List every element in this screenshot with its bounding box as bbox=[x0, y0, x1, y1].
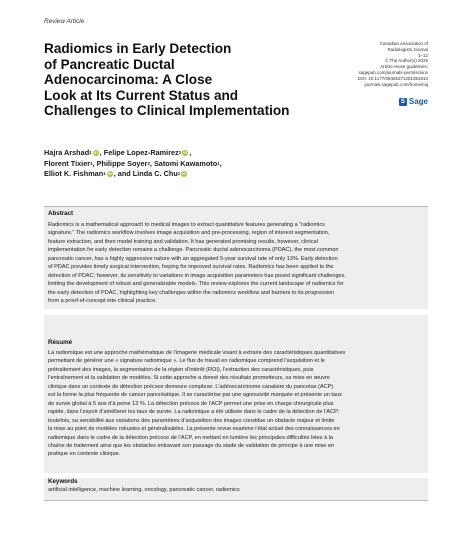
author-name: Hajra Arshad bbox=[44, 148, 90, 157]
keywords-text bbox=[48, 486, 240, 494]
author-name: Linda C. Chu bbox=[132, 169, 178, 179]
resume-line: La radiomique est une approche mathématique de l’imagerie médicale visant à extraire des caractéristiques quantitatives bbox=[48, 350, 346, 356]
abstract-line: from a proof-of-concept into clinical practice. bbox=[48, 298, 157, 305]
copyright: © The Author(s) 2025 bbox=[384, 58, 428, 64]
sage-logo-mark: S bbox=[400, 98, 405, 105]
resume-line: de survie global à 5 ans d’à peine 13 %. La détection précoce de l’ACP permet une prise en charge chirurgicale plus bbox=[48, 400, 334, 407]
affiliation-sup: 1 bbox=[177, 171, 181, 177]
author-separator: , bbox=[219, 158, 222, 168]
title-line: of Pancreatic Ductal bbox=[44, 56, 175, 72]
resume-text bbox=[48, 349, 345, 459]
author-name: Satomi Kawamoto bbox=[153, 158, 218, 168]
title-line: Adenocarcinoma: A Close bbox=[44, 72, 213, 88]
paper-title bbox=[44, 41, 292, 119]
author-separator: , bbox=[189, 148, 192, 157]
author-line bbox=[44, 159, 222, 170]
affiliation-sup: 1 bbox=[178, 150, 182, 155]
author-list bbox=[44, 148, 222, 180]
resume-line: permettant de générer une « signature radiomique ». Le flux de travail en radiomique comprend l’acquisition et le bbox=[48, 358, 325, 365]
affiliation-sup: 1 bbox=[103, 171, 106, 177]
resume-line: rapide, dans l’espoir d’améliorer les taux de survie. La radiomique a été utilisée dans le cadre de la détection de l’ACP; bbox=[48, 409, 340, 416]
affiliation-sup: 1 bbox=[90, 160, 93, 166]
orcid-icon[interactable]: iD bbox=[93, 150, 98, 156]
author-separator: , bbox=[149, 158, 154, 168]
title-line: Radiomics in Early Detection bbox=[44, 41, 232, 56]
title-line: Look at Its Current Status and bbox=[44, 87, 239, 103]
author-line bbox=[44, 169, 222, 180]
abstract-line: feature extraction, and then model training and validation. It has generated promising results, however, clinical bbox=[48, 238, 318, 245]
resume-line: pratique en contexte clinique. bbox=[48, 451, 121, 458]
abstract-heading: Abstract bbox=[48, 210, 74, 217]
abstract-text bbox=[48, 221, 346, 306]
resume-line: toutefois, sa sensibilité aux variations des paramètres d’acquisition des images constitue un obstacle majeur et limite bbox=[48, 417, 335, 424]
resume-line: la mise au point de modèles robustes et généralisables. La présente revue examine l’état actuel des connaissances en bbox=[48, 426, 340, 433]
affiliation-sup: 1 bbox=[89, 150, 92, 155]
article-type-label: Review Article bbox=[44, 18, 85, 25]
author-separator: , bbox=[99, 148, 104, 157]
abstract-line: pancreatic cancer, has a highly aggressive nature with an aggregated 5-year survival rate of only 13%. Early detection bbox=[48, 255, 338, 262]
permissions-link[interactable]: sagepub.com/journals-permissions bbox=[358, 69, 428, 75]
orcid-icon[interactable]: iD bbox=[183, 150, 188, 156]
abstract-line: signature.” The radiomics workflow involves image acquisition and pre-processing, region of interest segmentation, bbox=[48, 230, 330, 237]
resume-line: prétraitement des images, la segmentation de la région d’intérêt (ROI), l’extraction des caractéristiques, puis bbox=[48, 366, 314, 373]
resume-line: chaîne de traitement ainsi que les obstacles entravant son passage du stade de validation de principe à une mise en bbox=[48, 442, 335, 449]
resume-line: radiomique dans le cadre de la détection précoce de l’ACP, en mettant en lumière les principales difficultés liées à la bbox=[48, 434, 334, 441]
author-separator: , bbox=[92, 158, 97, 168]
page-range: 1–12 bbox=[417, 52, 428, 58]
sage-logo-text: Sage bbox=[408, 97, 428, 106]
resume-heading: Résumé bbox=[48, 339, 73, 346]
abstract-line: detection of PDAC; however, its sensitivity to variations in image acquisition parameters has posed significant challenges, bbox=[48, 272, 346, 279]
abstract-line: limiting the development of robust and generalizable models. This review explores the current landscape of radiomics for bbox=[48, 281, 344, 288]
journal-home-link[interactable]: journals.sagepub.com/home/caj bbox=[364, 81, 428, 87]
orcid-icon[interactable]: iD bbox=[107, 171, 112, 177]
resume-line: clinique dans un contexte de détection précoce demeure complexe. L’adénocarcinome canalaire du pancréas (ACP) bbox=[48, 383, 334, 390]
title-line: Challenges to Clinical Implementation bbox=[44, 103, 290, 119]
abstract-line: the early detection of PDAC, highlighting key challenges within the radiomics workflow and barriers to its progression bbox=[48, 289, 335, 296]
journal-name-line: Canadian Association of bbox=[379, 41, 428, 46]
abstract-line: implementation for early detection remains a challenge. Pancreatic ductal adenocarcinoma (PDAC), the most common bbox=[48, 247, 339, 254]
author-line bbox=[44, 148, 222, 159]
affiliation-sup: 2 bbox=[147, 160, 150, 166]
sage-logo bbox=[399, 97, 428, 106]
abstract-line: Radiomics is a mathematical approach to medical images to extract quantitative features generating a “radiomics bbox=[48, 222, 325, 228]
abstract-line: of PDAC provides timely surgical intervention, hoping for improved survival rates. Radiomics has been applied to the bbox=[48, 264, 334, 271]
author-separator: , and bbox=[113, 169, 133, 179]
reuse-label: Article reuse guidelines: bbox=[380, 64, 428, 70]
orcid-icon[interactable]: iD bbox=[182, 171, 187, 177]
resume-line: est la forme la plus fréquente de cancer pancréatique. Il se caractérise par une agressivité marquée et présente un taux bbox=[48, 392, 342, 399]
resume-line: l’entraînement et la validation de modèles. Si cette approche a donné des résultats prometteurs, sa mise en œuvre bbox=[48, 375, 330, 382]
doi-link[interactable]: DOI: 10.1177/08465371251351810 bbox=[357, 75, 428, 81]
author-name: Felipe Lopez-Ramirez bbox=[103, 148, 179, 157]
journal-name-line: Radiologists Journal bbox=[387, 46, 428, 52]
author-name: Philippe Soyer bbox=[96, 158, 148, 168]
author-name: Elliot K. Fishman bbox=[44, 169, 104, 179]
keywords-heading: Keywords bbox=[48, 478, 78, 485]
affiliation-sup: 1 bbox=[217, 160, 220, 166]
author-name: Florent Tixier bbox=[44, 158, 91, 168]
journal-info bbox=[318, 41, 428, 87]
keywords-line: artificial intelligence, machine learning, oncology, pancreatic cancer, radiomics bbox=[48, 487, 240, 493]
